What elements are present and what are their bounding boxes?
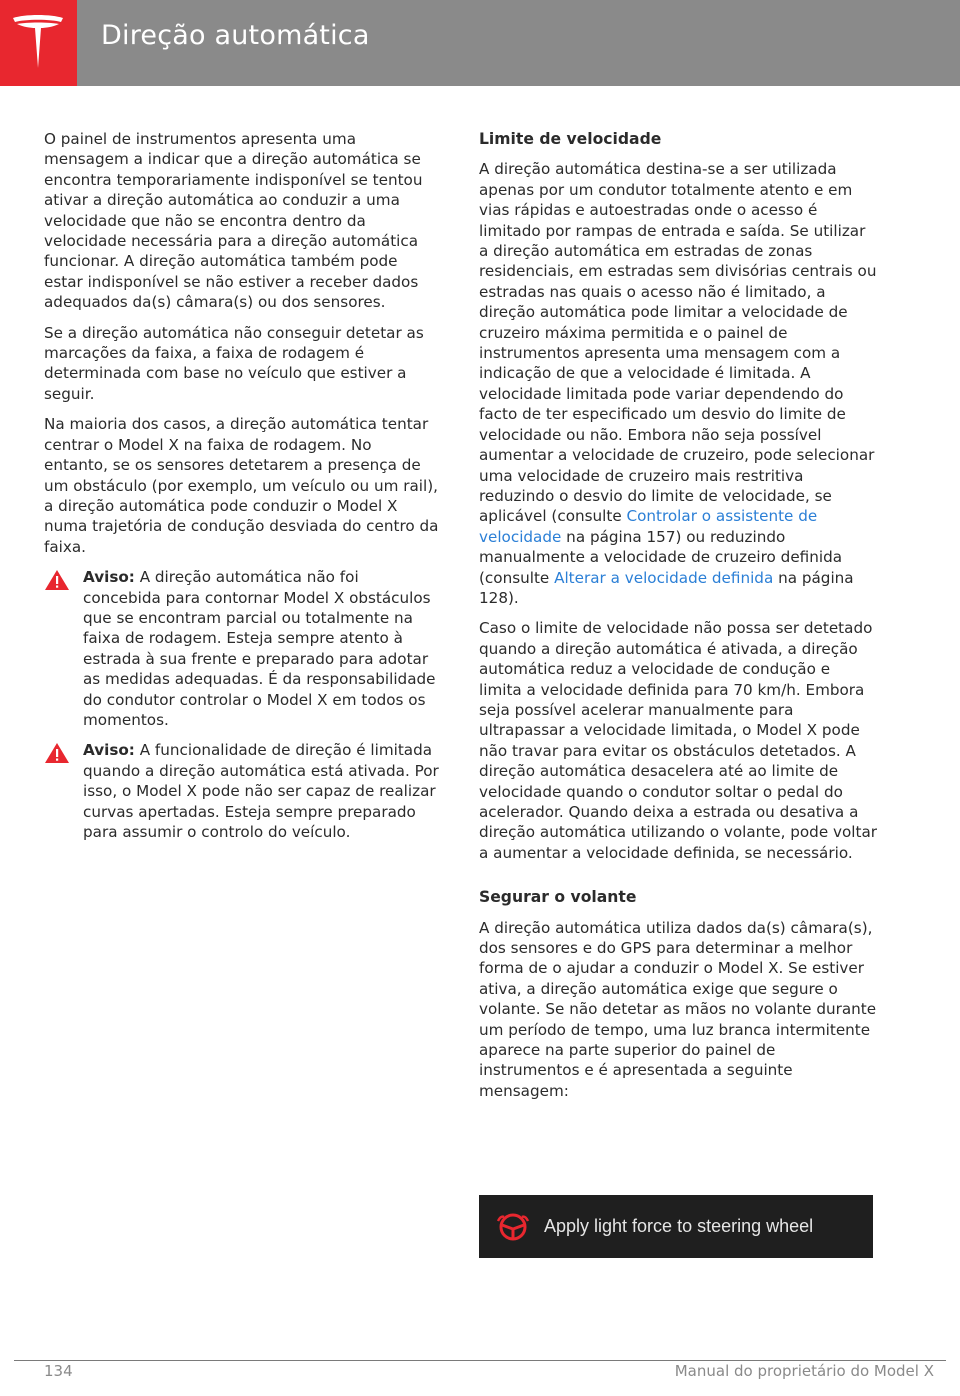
steering-wheel-message-image <box>479 1195 873 1258</box>
paragraph: Na maioria dos casos, a direção automática tentar centrar o Model X na faixa de rodagem. No entanto, se os sensores detetarem a presença de um obstáculo (por exemplo, um veículo ou um rail), a direção automática pode conduzir o Model X numa trajetória de condução desviada do centro da faixa. <box>44 415 439 556</box>
link-change-set-speed[interactable]: Alterar a velocidade definida <box>554 568 774 587</box>
footer-divider <box>14 1360 946 1361</box>
warning-label: Aviso: <box>83 741 135 760</box>
paragraph <box>479 159 877 608</box>
paragraph: Caso o limite de velocidade não possa ser detetado quando a direção automática é ativada, a direção automática reduz a velocidade de condução e limita a velocidade definida para 70 km/h. Embora seja possível acelerar manualmente para ultrapassar a velocidade limitada, o Model X pode não travar para evitar os obstáculos detetados. A direção automática desacelera até ao limite de velocidade quando o condutor soltar o pedal do acelerador. Quando deixa a estrada ou desativa a direção automática utilizando o volante, pode voltar a aumentar a velocidade definida, se necessário. <box>479 619 877 862</box>
section-heading-hold-wheel: Segurar o volante <box>479 888 637 907</box>
manual-title: Manual do proprietário do Model X <box>674 1362 934 1380</box>
page-number: 134 <box>44 1362 73 1380</box>
warning-text: A funcionalidade de direção é limitada quando a direção automática está ativada. Por isso, o Model X pode não ser capaz de realizar curvas apertadas. Esteja sempre preparado para assumir o controlo do veículo. <box>83 741 439 841</box>
paragraph: A direção automática utiliza dados da(s) câmara(s), dos sensores e do GPS para determinar a melhor forma de o ajudar a conduzir o Model X. Se estiver ativa, a direção automática exige que segure o volante. Se não detetar as mãos no volante durante um período de tempo, uma luz branca intermitente aparece na parte superior do painel de instrumentos e é apresentada a seguinte mensagem: <box>479 918 877 1100</box>
steering-wheel-icon <box>496 1211 530 1243</box>
section-heading-speed-limit: Limite de velocidade <box>479 130 662 148</box>
link-speed-assist[interactable]: Controlar o assistente de velocidade <box>479 507 818 546</box>
paragraph-text: na página 157) ou reduzindo manualmente a velocidade de cruzeiro definida (consulte <box>479 527 843 587</box>
warning-label: Aviso: <box>83 568 135 587</box>
tesla-logo-icon <box>11 14 65 70</box>
warning-block <box>44 567 440 730</box>
left-column <box>44 129 440 852</box>
paragraph: Se a direção automática não conseguir detetar as marcações da faixa, a faixa de rodagem é determinada com base no veículo que estiver a seguir. <box>44 323 424 403</box>
page-header <box>0 0 960 86</box>
paragraph-text: A direção automática destina-se a ser utilizada apenas por um condutor totalmente atento e em vias rápidas e autoestradas onde o acesso é limitado por rampas de entrada e saída. Se utilizar a direção automática em estradas de zonas residenciais, em estradas sem divisórias centrais ou estradas nas quais o acesso não é limitado, a direção automática pode limitar a velocidade de cruzeiro máxima permitida e o painel de instrumentos apresenta uma mensagem com a indicação de que a velocidade é limitada. A velocidade limitada pode variar dependendo do facto de ter especificado um desvio do limite de velocidade ou não. Embora não seja possível aumentar a velocidade de cruzeiro, pode selecionar uma velocidade de cruzeiro mais restritiva reduzindo o desvio do limite de velocidade, se aplicável (consulte <box>479 160 877 526</box>
message-text: Apply light force to steering wheel <box>544 1216 814 1236</box>
warning-triangle-icon <box>44 742 70 764</box>
warning-text: A direção automática não foi concebida para contornar Model X obstáculos que se encontram parcial ou totalmente na faixa de rodagem. Esteja sempre atento à estrada à sua frente e preparado para adotar as medidas adequadas. É da responsabilidade do condutor controlar o Model X em todos os momentos. <box>83 568 436 729</box>
right-column <box>479 129 877 1111</box>
paragraph-text: na página 128). <box>479 568 854 607</box>
page-title: Direção automática <box>101 20 370 51</box>
paragraph: O painel de instrumentos apresenta uma mensagem a indicar que a direção automática se encontra temporariamente indisponível se tentou ativar a direção automática ao conduzir a uma velocidade que não se encontra dentro da velocidade necessária para a direção automática funcionar. A direção automática também pode estar indisponível se não estiver a receber dados adequados da(s) câmara(s) ou dos sensores. <box>44 130 423 312</box>
tesla-logo <box>0 0 77 86</box>
warning-triangle-icon <box>44 569 70 591</box>
warning-block <box>44 740 440 842</box>
